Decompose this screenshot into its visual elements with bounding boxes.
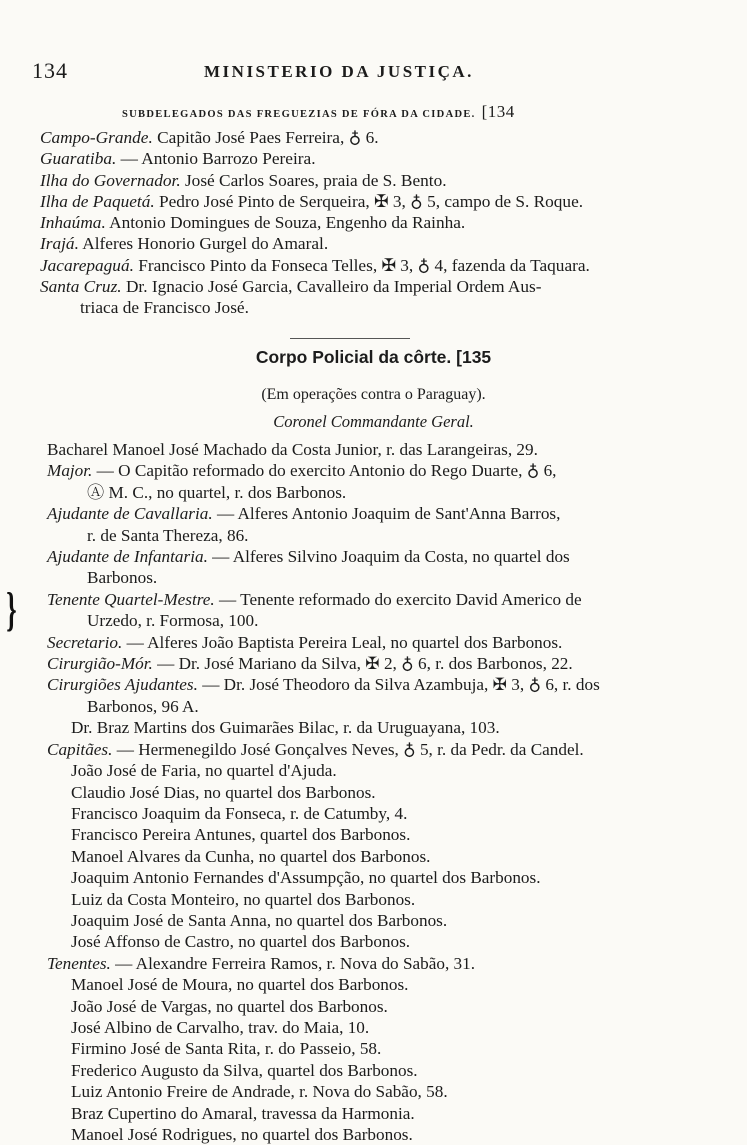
corpo-subtitle: Coronel Commandante Geral. bbox=[273, 412, 474, 431]
list-item bbox=[47, 525, 687, 546]
list-item bbox=[47, 1124, 687, 1145]
entry-label: Inhaúma. bbox=[40, 213, 106, 233]
list-item bbox=[47, 610, 687, 631]
entry-text: — Alferes Antonio Joaquim de Sant'Anna Barros, bbox=[212, 504, 561, 524]
entry-text: José Affonso de Castro, no quartel dos Barbonos. bbox=[71, 932, 411, 952]
entry-text: Francisco Joaquim da Fonseca, r. de Catumby, 4. bbox=[71, 803, 408, 823]
list-item bbox=[47, 1038, 687, 1059]
entry-label: Irajá. bbox=[40, 234, 79, 254]
entry-text: r. de Santa Thereza, 86. bbox=[87, 525, 249, 545]
list-item bbox=[40, 127, 690, 148]
entry-label: Ajudante de Cavallaria. bbox=[47, 504, 213, 524]
list-item bbox=[47, 439, 687, 460]
corpo-title: Corpo Policial da côrte. [135 bbox=[255, 347, 492, 367]
list-item bbox=[47, 717, 687, 738]
list-item bbox=[40, 276, 690, 297]
list-item bbox=[47, 589, 687, 610]
section-subheader bbox=[122, 102, 682, 122]
list-item bbox=[47, 803, 687, 824]
list-item bbox=[47, 824, 687, 845]
list-item bbox=[47, 867, 687, 888]
margin-bracket-mark: } bbox=[6, 583, 17, 636]
subdelegados-list bbox=[40, 127, 690, 319]
list-item bbox=[47, 889, 687, 910]
list-item bbox=[47, 782, 687, 803]
entry-text: — Dr. José Mariano da Silva, ✠ 2, ♁ 6, r. dos Barbonos, 22. bbox=[152, 654, 573, 674]
entry-text: — Hermenegildo José Gonçalves Neves, ♁ 5, r. da Pedr. da Candel. bbox=[112, 739, 584, 759]
entry-label: Capitães. bbox=[47, 739, 113, 759]
entry-text: — O Capitão reformado do exercito Antonio do Rego Duarte, ♁ 6, bbox=[92, 461, 557, 481]
entry-text: — Dr. José Theodoro da Silva Azambuja, ✠ 3, ♁ 6, r. dos bbox=[197, 675, 600, 695]
entry-text: Joaquim Antonio Fernandes d'Assumpção, no quartel dos Barbonos. bbox=[71, 868, 541, 888]
entry-text: — Alexandre Ferreira Ramos, r. Nova do Sabão, 31. bbox=[110, 953, 476, 973]
list-item bbox=[47, 503, 687, 524]
entry-text: Joaquim José de Santa Anna, no quartel dos Barbonos. bbox=[71, 910, 448, 930]
list-item bbox=[47, 1081, 687, 1102]
entry-text: Dr. Braz Martins dos Guimarães Bilac, r. da Uruguayana, 103. bbox=[71, 718, 500, 738]
entry-text: — Alferes Silvino Joaquim da Costa, no quartel dos bbox=[207, 547, 570, 567]
entry-text: Manoel José Rodrigues, no quartel dos Barbonos. bbox=[71, 1125, 413, 1144]
entry-label: Ilha de Paquetá. bbox=[40, 191, 155, 211]
corpo-list bbox=[47, 439, 687, 1145]
entry-text: Alferes Honorio Gurgel do Amaral. bbox=[78, 234, 329, 254]
entry-text: Urzedo, r. Formosa, 100. bbox=[87, 611, 259, 631]
list-item bbox=[40, 233, 690, 254]
list-item bbox=[47, 974, 687, 995]
page-number: 134 bbox=[32, 58, 68, 83]
list-item bbox=[40, 297, 690, 318]
entry-text: Dr. Ignacio José Garcia, Cavalleiro da Imperial Ordem Aus- bbox=[121, 277, 542, 297]
entry-text: Claudio José Dias, no quartel dos Barbonos. bbox=[71, 782, 376, 802]
list-item bbox=[47, 931, 687, 952]
entry-text: Bacharel Manoel José Machado da Costa Junior, r. das Larangeiras, 29. bbox=[47, 440, 538, 459]
entry-text: Capitão José Paes Ferreira, ♁ 6. bbox=[152, 128, 379, 147]
entry-label: Tenentes. bbox=[47, 953, 111, 973]
list-item bbox=[47, 653, 687, 674]
entry-label: Ajudante de Infantaria. bbox=[47, 547, 208, 567]
list-item bbox=[47, 1017, 687, 1038]
list-item bbox=[47, 567, 687, 588]
entry-text: Braz Cupertino do Amaral, travessa da Harmonia. bbox=[71, 1103, 415, 1123]
list-item bbox=[47, 674, 687, 695]
list-item bbox=[40, 212, 690, 233]
entry-text: João José de Faria, no quartel d'Ajuda. bbox=[71, 761, 337, 781]
list-item bbox=[40, 170, 690, 191]
list-item bbox=[47, 460, 687, 481]
entry-text: Luiz Antonio Freire de Andrade, r. Nova do Sabão, 58. bbox=[71, 1082, 448, 1102]
entry-label: Santa Cruz. bbox=[40, 277, 122, 297]
list-item bbox=[47, 482, 687, 503]
subheader-text: SUBDELEGADOS DAS FREGUEZIAS DE FÓRA DA CIDADE. bbox=[122, 109, 476, 120]
list-item bbox=[47, 1103, 687, 1124]
entry-text: — Alferes João Baptista Pereira Leal, no quartel dos Barbonos. bbox=[122, 632, 563, 652]
entry-text: Firmino José de Santa Rita, r. do Passeio, 58. bbox=[71, 1039, 382, 1059]
list-item bbox=[47, 846, 687, 867]
entry-text: Pedro José Pinto de Serqueira, ✠ 3, ♁ 5, campo de S. Roque. bbox=[154, 191, 584, 211]
list-item bbox=[47, 996, 687, 1017]
list-item bbox=[40, 191, 690, 212]
entry-text: João José de Vargas, no quartel dos Barbonos. bbox=[71, 996, 388, 1016]
entry-text: Barbonos, 96 A. bbox=[87, 696, 199, 716]
entry-text: José Albino de Carvalho, trav. do Maia, 10. bbox=[71, 1017, 370, 1037]
list-item bbox=[47, 696, 687, 717]
section-divider bbox=[290, 338, 410, 339]
list-item bbox=[47, 910, 687, 931]
list-item bbox=[47, 739, 687, 760]
list-item bbox=[47, 546, 687, 567]
entry-text: Antonio Domingues de Souza, Engenho da Rainha. bbox=[105, 213, 466, 233]
entry-text: Luiz da Costa Monteiro, no quartel dos Barbonos. bbox=[71, 889, 416, 909]
page-title: MINISTERIO DA JUSTIÇA. bbox=[204, 62, 474, 81]
running-header bbox=[32, 58, 692, 84]
entry-text: Frederico Augusto da Silva, quartel dos Barbonos. bbox=[71, 1060, 418, 1080]
entry-label: Campo-Grande. bbox=[40, 128, 153, 147]
list-item bbox=[47, 1060, 687, 1081]
entry-label: Guaratiba. bbox=[40, 149, 117, 169]
entry-text: Manoel Alvares da Cunha, no quartel dos Barbonos. bbox=[71, 846, 431, 866]
entry-text: José Carlos Soares, praia de S. Bento. bbox=[180, 170, 447, 190]
entry-label: Jacarepaguá. bbox=[40, 255, 134, 275]
entry-label: Cirurgiões Ajudantes. bbox=[47, 675, 198, 695]
list-item bbox=[47, 760, 687, 781]
entry-text: Ⓐ M. C., no quartel, r. dos Barbonos. bbox=[87, 482, 347, 502]
list-item bbox=[40, 255, 690, 276]
entry-label: Ilha do Governador. bbox=[40, 170, 181, 190]
subheader-page-ref: [134 bbox=[481, 102, 515, 121]
list-item bbox=[47, 632, 687, 653]
entry-label: Tenente Quartel-Mestre. bbox=[47, 589, 215, 609]
entry-text: — Tenente reformado do exercito David Americo de bbox=[214, 589, 582, 609]
entry-label: Cirurgião-Mór. bbox=[47, 654, 153, 674]
entry-text: Francisco Pinto da Fonseca Telles, ✠ 3, ♁ 4, fazenda da Taquara. bbox=[133, 255, 590, 275]
corpo-note: (Em operações contra o Paraguay). bbox=[261, 386, 486, 403]
entry-text: triaca de Francisco José. bbox=[80, 298, 249, 318]
list-item bbox=[47, 953, 687, 974]
entry-text: Barbonos. bbox=[87, 568, 158, 588]
entry-label: Major. bbox=[47, 461, 93, 481]
entry-text: — Antonio Barrozo Pereira. bbox=[116, 149, 316, 169]
entry-text: Manoel José de Moura, no quartel dos Barbonos. bbox=[71, 975, 409, 995]
entry-text: Francisco Pereira Antunes, quartel dos Barbonos. bbox=[71, 825, 411, 845]
list-item bbox=[40, 148, 690, 169]
entry-label: Secretario. bbox=[47, 632, 123, 652]
